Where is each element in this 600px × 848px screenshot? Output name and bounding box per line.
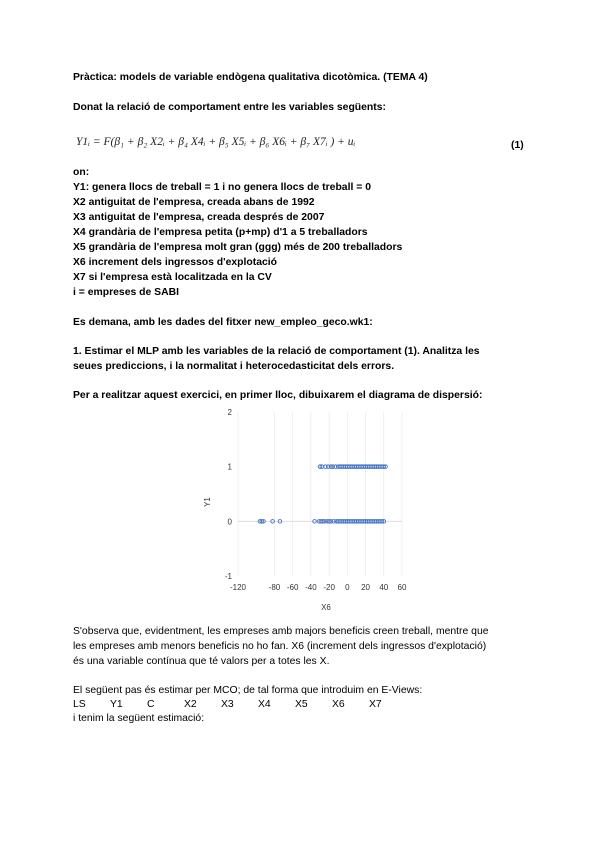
x-tick-label: -20: [323, 583, 335, 592]
task-1-line: 1. Estimar el MLP amb les variables de la relació de comportament (1). Analitza les: [73, 346, 480, 357]
estimation-intro: i tenim la següent estimació:: [73, 713, 205, 724]
x-tick-label: -60: [286, 583, 299, 592]
scatter-intro: Per a realitzar aquest exercici, en primer lloc, dibuixarem el diagrama de dispersió:: [73, 390, 483, 401]
eviews-command: [73, 699, 382, 710]
command-token: X2: [184, 699, 197, 710]
model-equation: Y1ᵢ = F(β₁ + β₂ X2ᵢ + β₄ X4ᵢ + β₅ X5ᵢ + β₆ X6ᵢ + β₇ X7ᵢ ) + uᵢ: [76, 136, 356, 148]
y-axis-label: Y1: [203, 497, 212, 507]
demand-text: Es demana, amb les dades del fitxer new_empleo_geco.wk1:: [73, 317, 373, 328]
definition-line: X6 increment dels ingressos d'explotació: [73, 257, 278, 268]
x-tick-label: 20: [361, 583, 371, 592]
command-token: X4: [258, 699, 271, 710]
observation-line: és una variable contínua que té valors per a totes les X.: [73, 656, 330, 667]
command-token: X5: [295, 699, 308, 710]
document-title: Pràctica: models de variable endògena qualitativa dicotòmica. (TEMA 4): [73, 72, 428, 83]
x-tick-label: -80: [268, 583, 281, 592]
definition-line: Y1: genera llocs de treball = 1 i no genera llocs de treball = 0: [73, 182, 371, 193]
definition-line: X5 grandària de l'empresa molt gran (ggg) més de 200 treballadors: [73, 242, 403, 253]
definition-line: i = empreses de SABI: [73, 287, 179, 298]
command-token: X6: [332, 699, 345, 710]
x-tick-label: 40: [379, 583, 389, 592]
equation-number: (1): [511, 140, 524, 151]
command-token: C: [147, 699, 155, 710]
x-tick-label: -40: [305, 583, 317, 592]
y-tick-label: 2: [227, 408, 232, 417]
command-token: X3: [221, 699, 234, 710]
x-tick-label: -120: [229, 583, 247, 592]
definition-line: X3 antiguitat de l'empresa, creada després de 2007: [73, 212, 325, 223]
observation-line: S'observa que, evidentment, les empreses amb majors beneficis creen treball, mentre que: [73, 626, 489, 637]
y-tick-label: -1: [224, 572, 232, 581]
intro-text: Donat la relació de comportament entre les variables següents:: [73, 102, 386, 113]
x-axis-label: X6: [321, 603, 331, 612]
definition-line: X2 antiguitat de l'empresa, creada abans de 1992: [73, 197, 315, 208]
next-step-text: El següent pas és estimar per MCO; de tal forma que introduim en E-Views:: [73, 685, 423, 696]
x-tick-label: 60: [397, 583, 407, 592]
y-tick-label: 1: [227, 462, 232, 472]
task-1-line: seues prediccions, i la normalitat i heterocedasticitat dels errors.: [73, 361, 395, 372]
command-token: X7: [369, 699, 382, 710]
observation-line: les empreses amb menors beneficis no ho fan. X6 (increment dels ingressos d'explotació): [73, 641, 487, 652]
definition-line: X7 si l'empresa està localitzada en la CV: [73, 272, 272, 283]
y-tick-label: 0: [227, 517, 232, 527]
x-tick-label: 0: [345, 583, 350, 592]
on-label: on:: [73, 167, 90, 178]
command-token: LS: [73, 699, 86, 710]
command-token: Y1: [110, 699, 123, 710]
definition-line: X4 grandària de l'empresa petita (p+mp) d'1 a 5 treballadors: [73, 227, 368, 238]
scatter-plot: [190, 402, 420, 618]
